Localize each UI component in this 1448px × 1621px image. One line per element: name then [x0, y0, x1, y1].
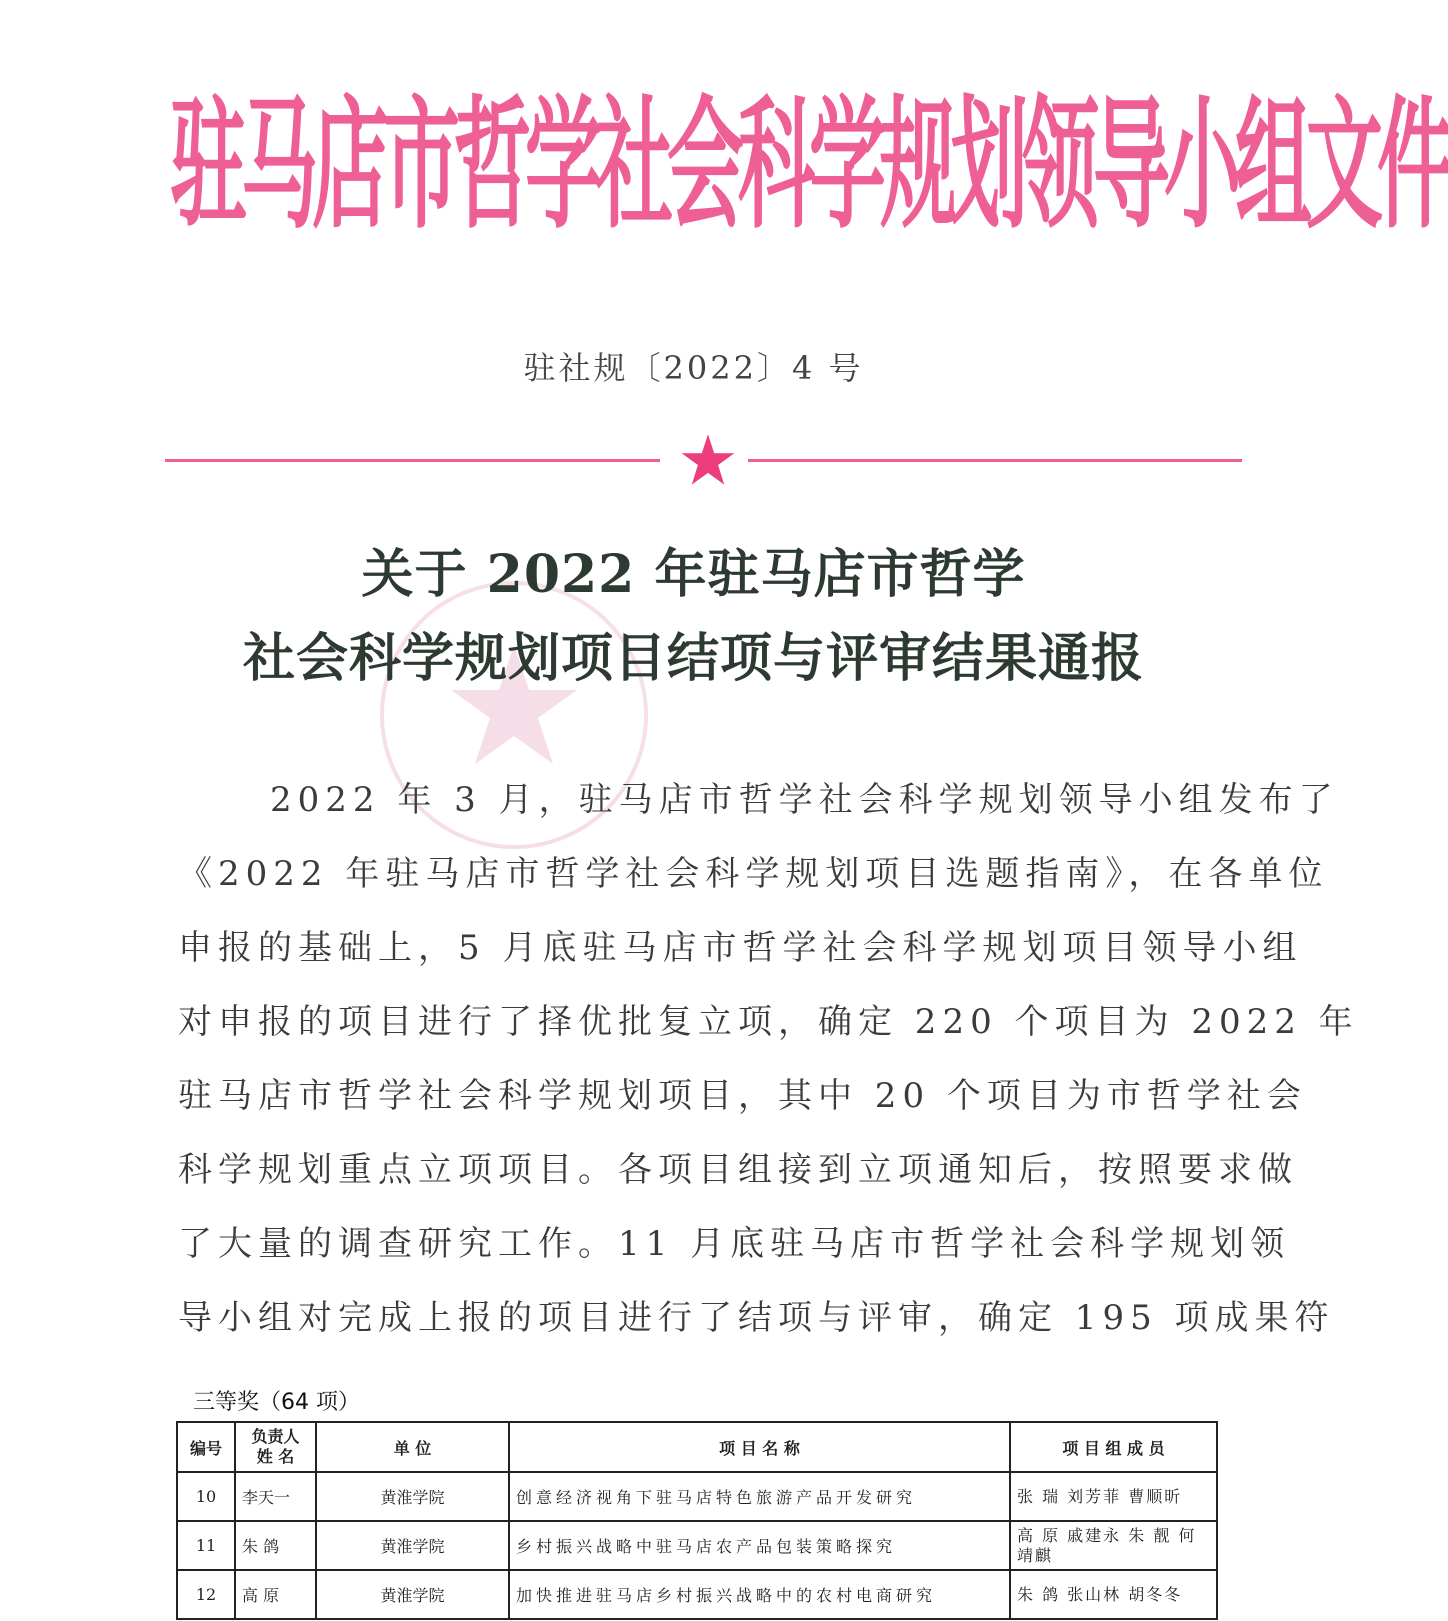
table-row — [177, 1472, 1217, 1521]
header-project: 项 目 名 称 — [509, 1422, 1010, 1472]
body-line: 导小组对完成上报的项目进行了结项与评审，确定 195 项成果符 — [178, 1298, 1335, 1338]
body-line: 了大量的调查研究工作。11 月底驻马店市哲学社会科学规划领 — [178, 1224, 1291, 1264]
body-line: 驻马店市哲学社会科学规划项目，其中 20 个项目为市哲学社会 — [178, 1076, 1307, 1116]
body-line: 科学规划重点立项项目。各项目组接到立项通知后，按照要求做 — [178, 1150, 1298, 1190]
awards-table — [176, 1421, 1218, 1620]
header-num: 编号 — [177, 1422, 235, 1472]
cell-num: 11 — [177, 1521, 235, 1570]
cell-project: 乡村振兴战略中驻马店农产品包装策略探究 — [509, 1521, 1010, 1570]
star-icon — [680, 432, 736, 488]
body-line: 申报的基础上，5 月底驻马店市哲学社会科学规划项目领导小组 — [178, 928, 1303, 968]
cell-num: 12 — [177, 1570, 235, 1619]
table-caption: 三等奖（64 项） — [193, 1390, 360, 1415]
org-header-title: 驻马店市哲学社会科学规划领导小组文件 — [170, 84, 1448, 250]
header-leader — [235, 1422, 316, 1472]
cell-num: 10 — [177, 1472, 235, 1521]
document-title-line-1: 关于 2022 年驻马店市哲学 — [361, 544, 1026, 605]
header-leader-line1: 负责人 — [251, 1427, 300, 1446]
header-leader-line2: 姓 名 — [256, 1447, 295, 1466]
cell-unit: 黄淮学院 — [316, 1521, 509, 1570]
document-title-line-2: 社会科学规划项目结项与评审结果通报 — [242, 628, 1144, 689]
cell-members: 高 原 戚建永 朱 靓 何靖麒 — [1010, 1521, 1217, 1570]
cell-unit: 黄淮学院 — [316, 1472, 509, 1521]
table-row — [177, 1570, 1217, 1619]
body-line: 对申报的项目进行了择优批复立项，确定 220 个项目为 2022 年 — [178, 1002, 1359, 1042]
body-line: 《2022 年驻马店市哲学社会科学规划项目选题指南》，在各单位 — [178, 854, 1329, 894]
document-number: 驻社规〔2022〕4 号 — [523, 349, 864, 387]
header-unit: 单 位 — [316, 1422, 509, 1472]
header-members: 项 目 组 成 员 — [1010, 1422, 1217, 1472]
cell-members: 张 瑞 刘芳菲 曹顺昕 — [1010, 1472, 1217, 1521]
cell-project: 加快推进驻马店乡村振兴战略中的农村电商研究 — [509, 1570, 1010, 1619]
cell-unit: 黄淮学院 — [316, 1570, 509, 1619]
cell-leader: 朱 鸽 — [235, 1521, 316, 1570]
cell-leader: 李天一 — [235, 1472, 316, 1521]
cell-members: 朱 鸽 张山林 胡冬冬 — [1010, 1570, 1217, 1619]
table-header-row — [177, 1422, 1217, 1472]
body-line: 2022 年 3 月，驻马店市哲学社会科学规划领导小组发布了 — [270, 780, 1339, 820]
cell-project: 创意经济视角下驻马店特色旅游产品开发研究 — [509, 1472, 1010, 1521]
table-row — [177, 1521, 1217, 1570]
header-rule-right — [748, 459, 1242, 462]
header-rule-left — [165, 459, 660, 462]
cell-leader: 高 原 — [235, 1570, 316, 1619]
